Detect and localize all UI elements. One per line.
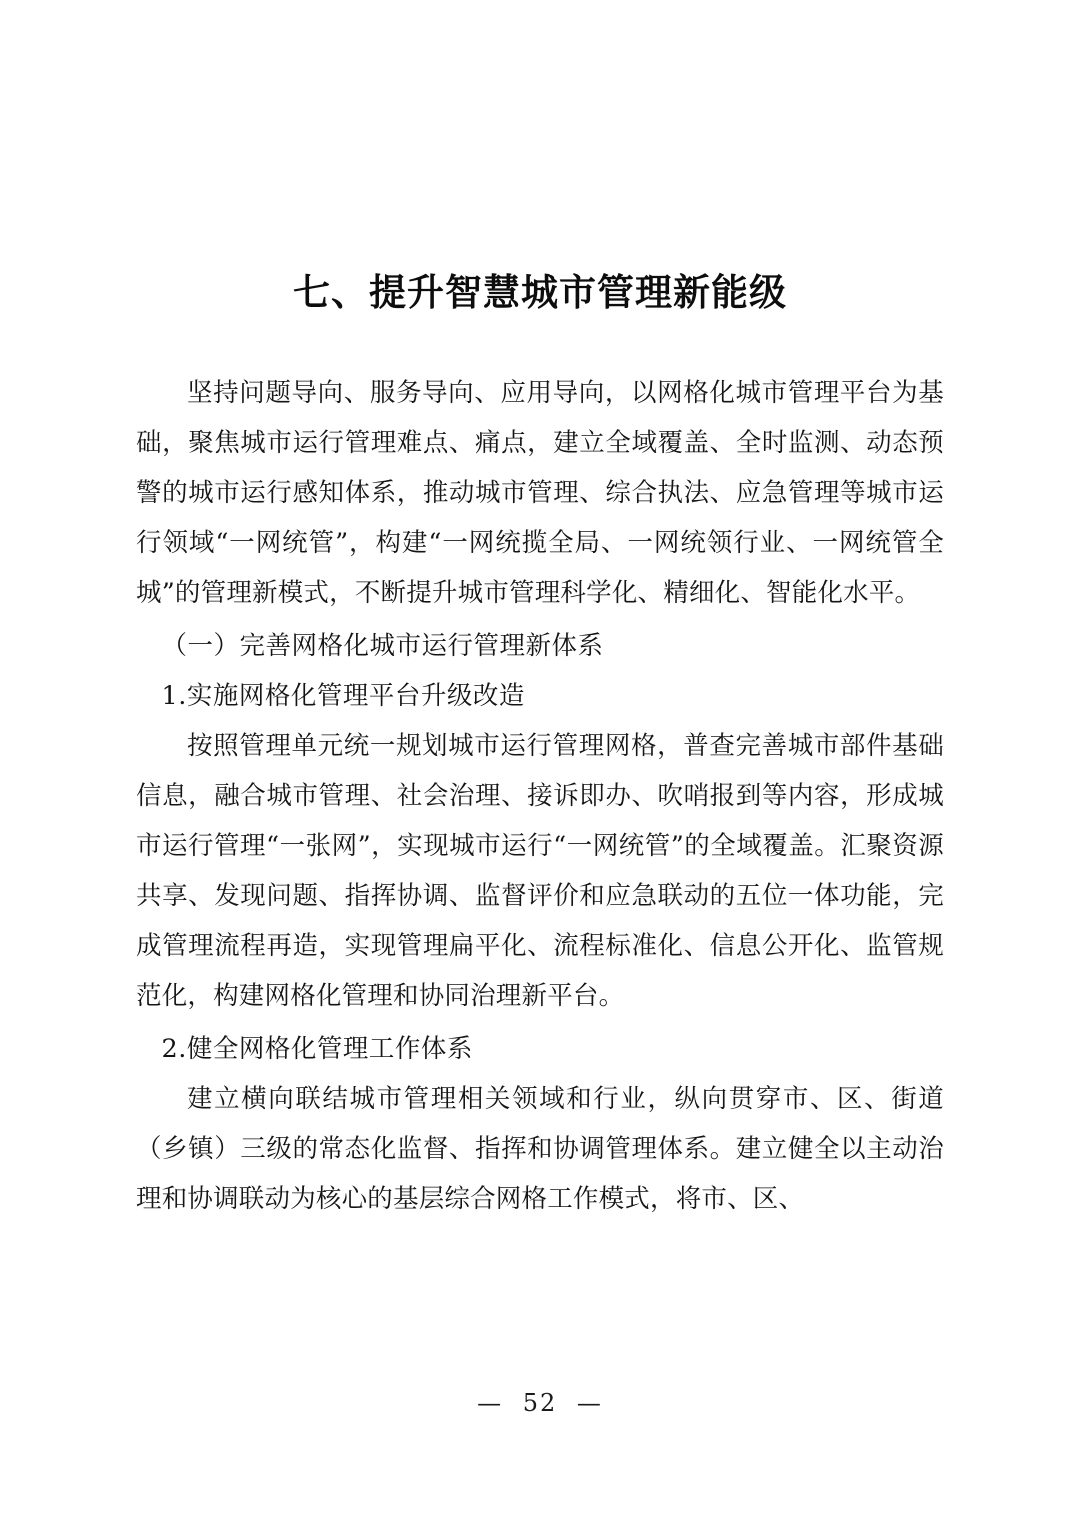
footer-dash-left: —: [477, 1389, 504, 1417]
footer-dash-right: —: [576, 1389, 603, 1417]
section-heading-1: （一）完善网格化城市运行管理新体系: [161, 631, 604, 661]
subsection-heading-2: 2.健全网格化管理工作体系: [161, 1034, 473, 1064]
document-body: [136, 368, 944, 1224]
paragraph-item-1-body: 按照管理单元统一规划城市运行管理网格，普查完善城市部件基础信息，融合城市管理、社会治理、接诉即办、吹哨报到等内容，形成城市运行管理“一张网”，实现城市运行“一网统管”的全域覆盖。汇聚资源共享、发现问题、指挥协调、监督评价和应急联动的五位一体功能，完成管理流程再造，实现管理扁平化、流程标准化、信息公开化、监管规范化，构建网格化管理和协同治理新平台。: [136, 731, 944, 1011]
paragraph-intro: 坚持问题导向、服务导向、应用导向，以网格化城市管理平台为基础，聚焦城市运行管理难点、痛点，建立全域覆盖、全时监测、动态预警的城市运行感知体系，推动城市管理、综合执法、应急管理等城市运行领域“一网统管”，构建“一网统揽全局、一网统领行业、一网统管全城”的管理新模式，不断提升城市管理科学化、精细化、智能化水平。: [136, 378, 944, 608]
page-footer: [0, 1389, 1080, 1417]
subsection-heading-1: 1.实施网格化管理平台升级改造: [161, 681, 525, 711]
page-number: 52: [522, 1389, 558, 1417]
page-title: 七、提升智慧城市管理新能级: [293, 270, 787, 314]
paragraph-item-2-body: 建立横向联结城市管理相关领域和行业，纵向贯穿市、区、街道（乡镇）三级的常态化监督、指挥和协调管理体系。建立健全以主动治理和协调联动为核心的基层综合网格工作模式，将市、区、: [136, 1084, 944, 1214]
